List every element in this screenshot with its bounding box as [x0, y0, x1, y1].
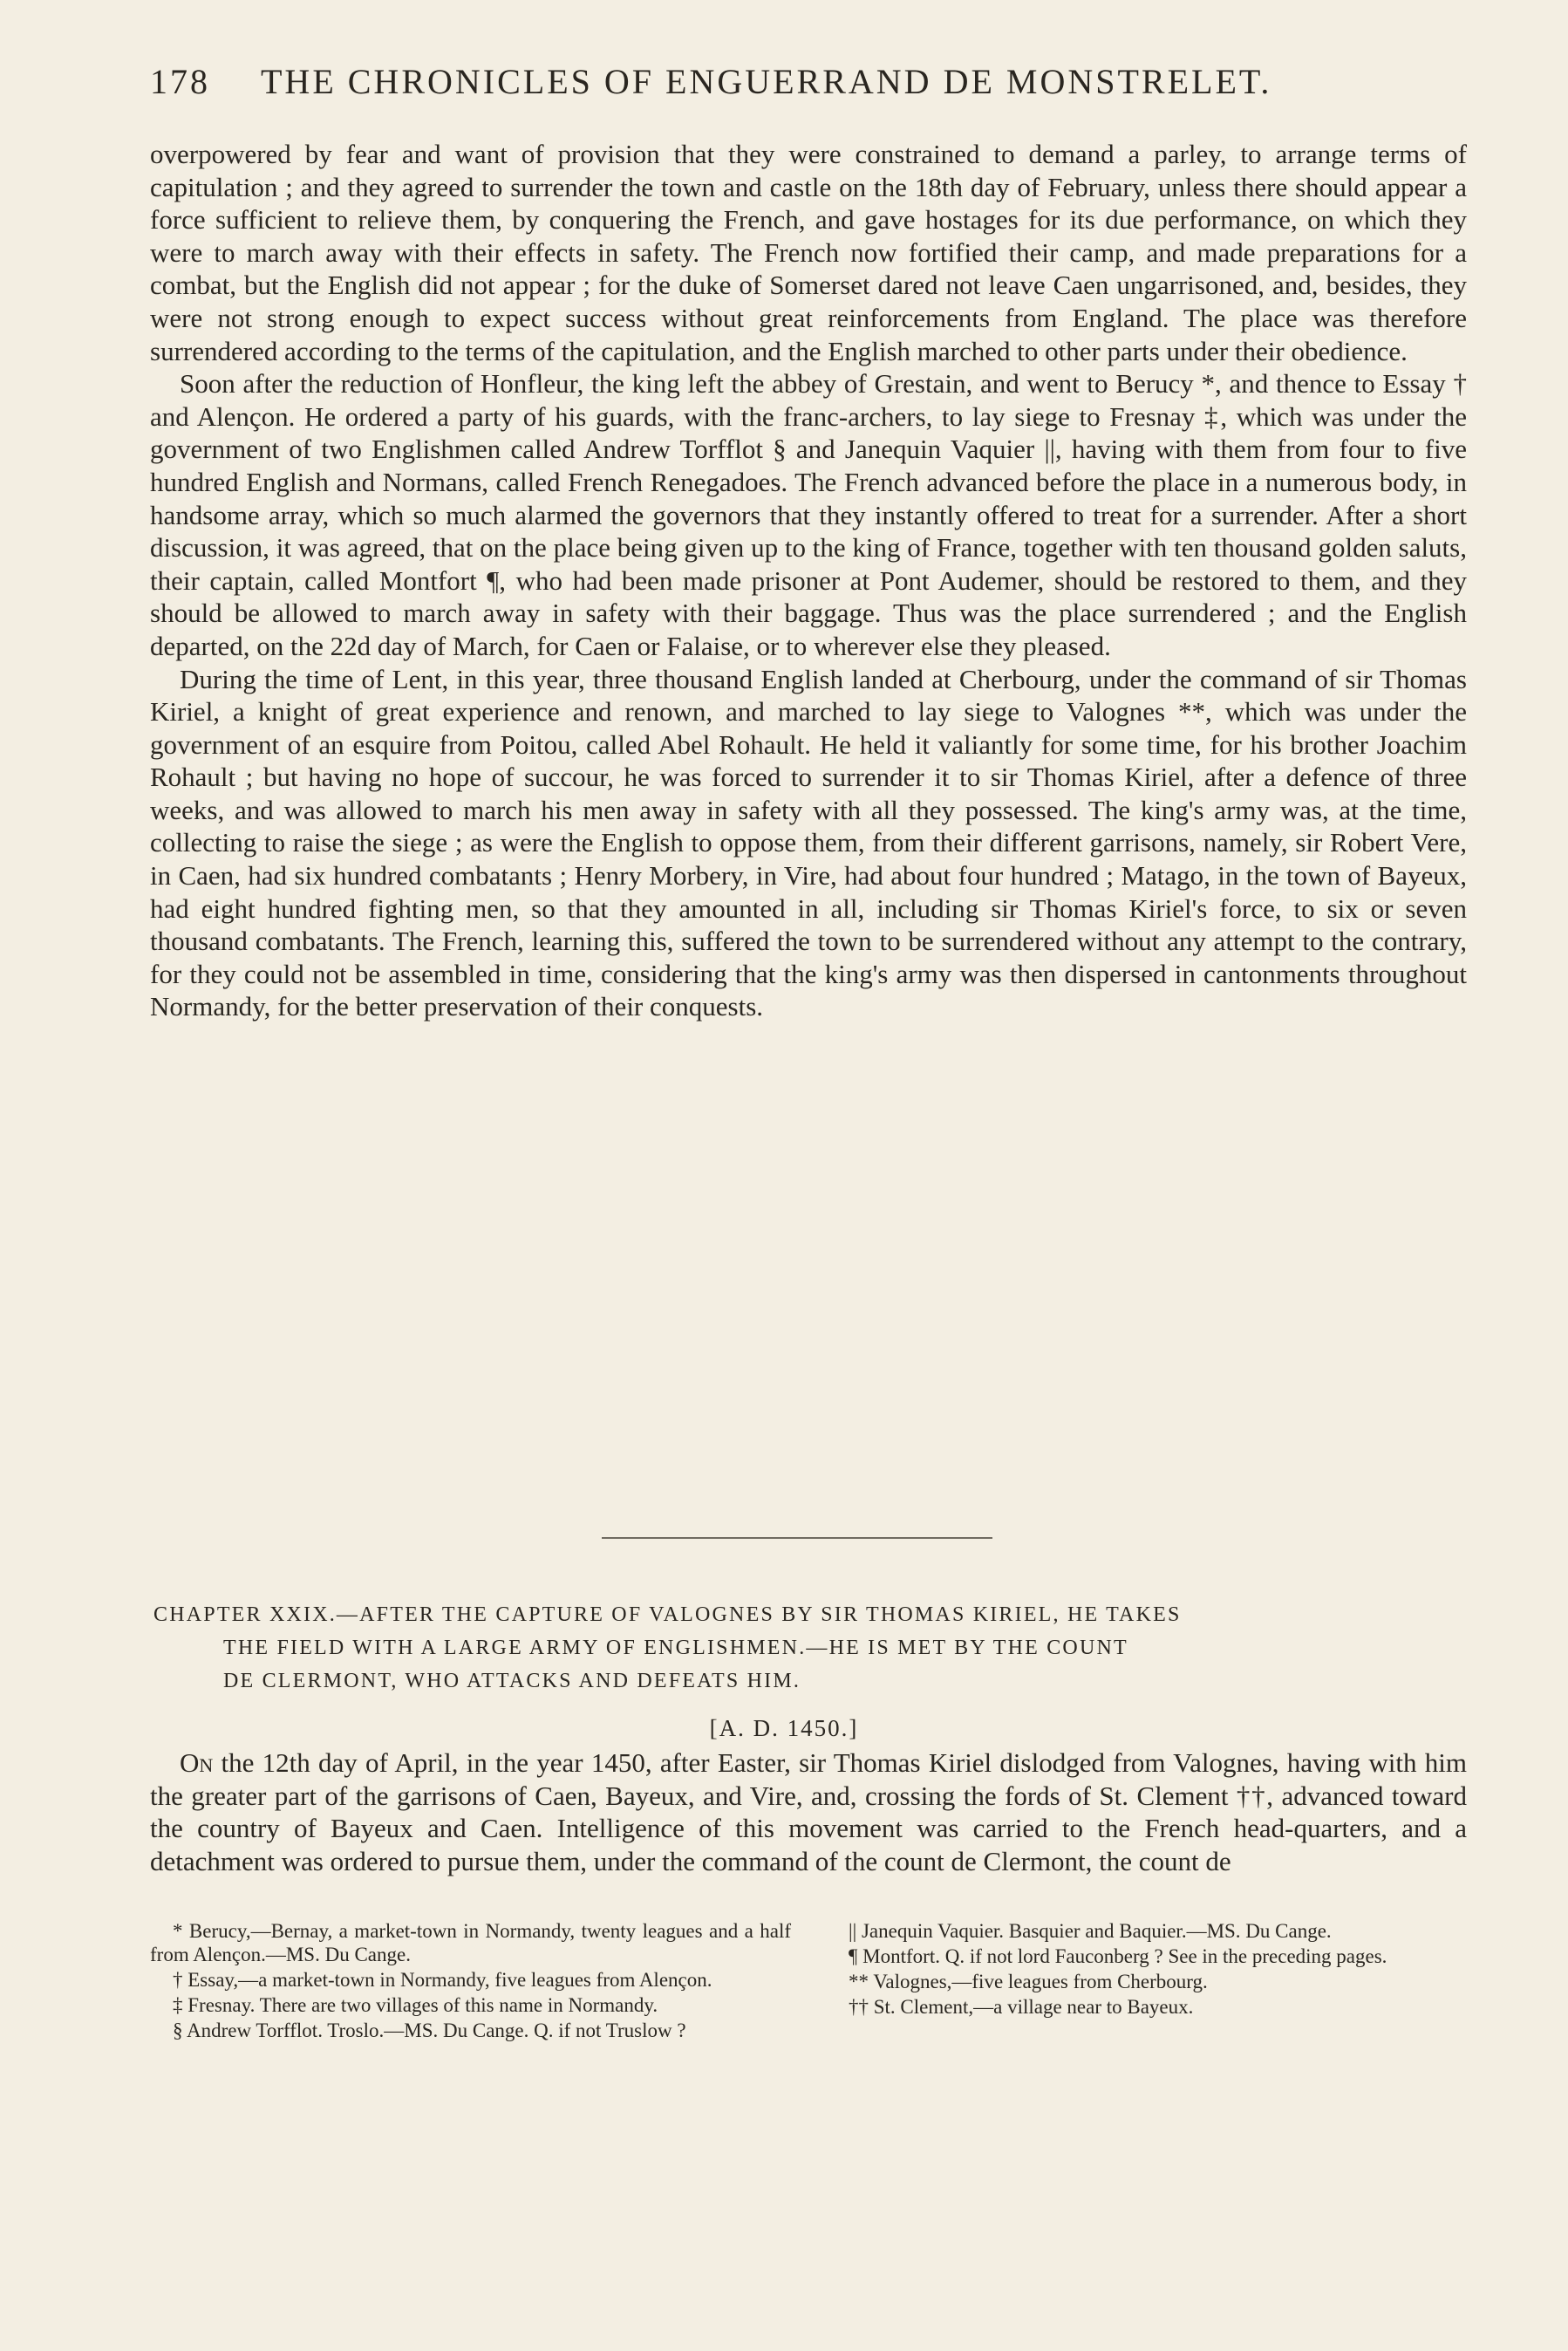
- footnote-essay: † Essay,—a market-town in Normandy, five leagues from Alençon.: [173, 1969, 712, 1991]
- footnote-fresnay: ‡ Fresnay. There are two villages of this name in Normandy.: [173, 1994, 658, 2016]
- main-text: [150, 138, 1467, 1023]
- chapter-heading-line-2: THE FIELD WITH A LARGE ARMY OF ENGLISHMEN.—HE IS MET BY THE COUNT: [223, 1637, 1128, 1659]
- footnotes: [150, 1919, 1467, 2044]
- chapter-paragraph: [150, 1746, 1467, 1877]
- running-title: THE CHRONICLES OF ENGUERRAND DE MONSTRELET.: [261, 62, 1272, 101]
- footnote-st-clement: †† St. Clement,—a village near to Bayeux.: [849, 1996, 1194, 2018]
- chapter-heading-line-1: CHAPTER XXIX.—AFTER THE CAPTURE OF VALOGNES BY SIR THOMAS KIRIEL, HE TAKES: [153, 1603, 1182, 1626]
- paragraph-3: During the time of Lent, in this year, three thousand English landed at Cherbourg, under the command of sir Thomas Kiriel, a knight of great experience and renown, and marched to lay siege to Valognes **, which was under the government of an esquire from Poitou, called Abel Rohault. He held it valiantly for some time, for his brother Joachim Rohault ; but having no hope of succour, he was forced to surrender it to sir Thomas Kiriel, after a defence of three weeks, and was allowed to march his men away in safety with all they possessed. The king's army was, at the time, collecting to raise the siege ; as were the English to oppose them, from their different garrisons, namely, sir Robert Vere, in Caen, had six hundred combatants ; Henry Morbery, in Vire, had about four hundred ; Matago, in the town of Bayeux, had eight hundred fighting men, so that they amounted in all, including sir Thomas Kiriel's force, to six or seven thousand combatants. The French, learning this, suffered the town to be surrendered without any attempt to the contrary, for they could not be assembled in time, considering that the king's army was then dispersed in cantonments throughout Normandy, for the better preservation of their conquests.: [150, 663, 1467, 1022]
- footnote-berucy: * Berucy,—Bernay, a market-town in Normandy, twenty leagues and a half from Alençon.—MS. Du Cange.: [150, 1920, 791, 1965]
- footnote-valognes: ** Valognes,—five leagues from Cherbourg.: [849, 1971, 1208, 1992]
- page-number: 178: [150, 62, 210, 101]
- section-divider: [602, 1537, 992, 1539]
- paragraph-2: Soon after the reduction of Honfleur, the king left the abbey of Grestain, and went to Berucy *, and thence to Essay † and Alençon. He ordered a party of his guards, with the franc-archers, to lay siege to Fresnay ‡, which was under the government of two Englishmen called Andrew Torfflot § and Janequin Vaquier ||, having with them from four to five hundred English and Normans, called French Renegadoes. The French advanced before the place in a numerous body, in handsome array, which so much alarmed the governors that they instantly offered to treat for a surrender. After a short discussion, it was agreed, that on the place being given up to the king of France, together with ten thousand golden saluts, their captain, called Montfort ¶, who had been made prisoner at Pont Audemer, should be restored to them, and they should be allowed to march away in safety with their baggage. Thus was the place surrendered ; and the English departed, on the 22d day of March, for Caen or Falaise, or to wherever else they pleased.: [150, 368, 1467, 661]
- paragraph-1: overpowered by fear and want of provision that they were constrained to demand a parley, to arrange terms of capitulation ; and they agreed to surrender the town and castle on the 18th day of February, unless there should appear a force sufficient to relieve them, by conquering the French, and gave hostages for its due performance, on which they were to march away with their effects in safety. The French now fortified their camp, and made preparations for a combat, but the English did not appear ; for the duke of Somerset dared not leave Caen ungarrisoned, and, besides, they were not strong enough to expect success without great reinforcements from England. The place was therefore surrendered according to the terms of the capitulation, and the English marched to other parts under their obedience.: [150, 139, 1467, 366]
- footnote-vaquier: || Janequin Vaquier. Basquier and Baquier.—MS. Du Cange.: [849, 1920, 1332, 1942]
- footnotes-right-column: [826, 1919, 1467, 2044]
- chapter-opening-text: the 12th day of April, in the year 1450, after Easter, sir Thomas Kiriel dislodged from Valognes, having with him the greater part of the garrisons of Caen, Bayeux, and Vire, and, crossing the fords of St. Clement ††, advanced toward the country of Bayeux and Caen. Intelligence of this movement was carried to the French head-quarters, and a detachment was ordered to pursue them, under the command of the count de Clermont, the count de: [150, 1747, 1467, 1876]
- chapter-heading: [153, 1598, 1467, 1698]
- running-header: [150, 61, 1458, 102]
- footnote-torfflot: § Andrew Torfflot. Troslo.—MS. Du Cange. Q. if not Truslow ?: [173, 2020, 686, 2041]
- chapter-heading-line-3: DE CLERMONT, WHO ATTACKS AND DEFEATS HIM.: [223, 1670, 801, 1692]
- opening-word: On: [180, 1747, 214, 1778]
- chapter-text: [150, 1746, 1467, 1877]
- footnote-montfort: ¶ Montfort. Q. if not lord Fauconberg ? See in the preceding pages.: [849, 1945, 1387, 1967]
- chapter-date: [A. D. 1450.]: [709, 1715, 859, 1741]
- footnotes-left-column: [150, 1919, 791, 2044]
